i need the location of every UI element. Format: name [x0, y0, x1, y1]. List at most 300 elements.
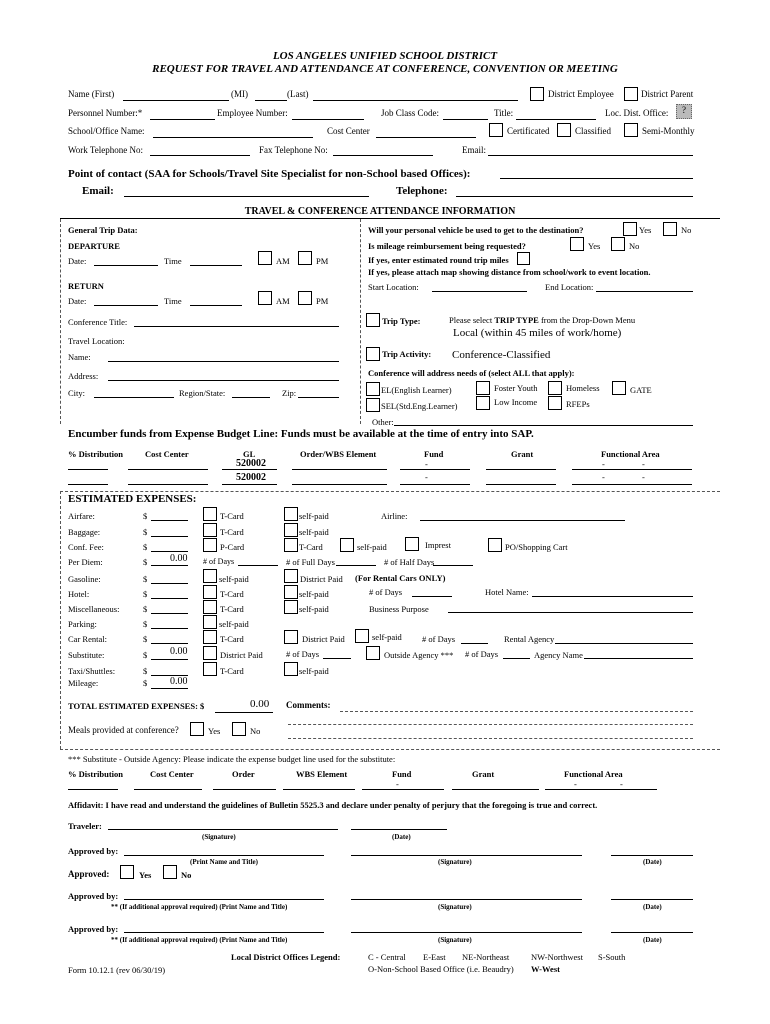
car-rental-district-paid-label: District Paid — [302, 634, 345, 644]
mileage-yes-label: Yes — [588, 241, 601, 251]
baggage-amount-field[interactable] — [151, 536, 188, 537]
conf-fee-tcard-label: T-Card — [299, 542, 323, 552]
foster-youth-checkbox[interactable] — [476, 381, 490, 395]
total-field — [215, 712, 273, 713]
classified-label: Classified — [575, 126, 611, 136]
approver-date-caption-1: (Date) — [643, 858, 662, 866]
rental-agency-field[interactable] — [555, 643, 693, 644]
cost-center-field[interactable] — [376, 137, 476, 138]
legend-east: E-East — [423, 952, 446, 962]
baggage-dollar: $ — [143, 527, 148, 537]
enc-fund-dash-1: - — [425, 459, 428, 469]
misc-dollar: $ — [143, 604, 148, 614]
airfare-tcard-checkbox[interactable] — [203, 507, 217, 521]
taxi-tcard-checkbox[interactable] — [203, 662, 217, 676]
expenses-left-border — [60, 491, 61, 749]
trip-activity-label: Trip Activity: — [382, 349, 432, 359]
approver-signature-field-1[interactable] — [351, 855, 582, 856]
homeless-label: Homeless — [566, 383, 600, 393]
enc-cost-center-field-1[interactable] — [128, 469, 208, 470]
meals-yes-checkbox[interactable] — [190, 722, 204, 736]
conference-title-label: Conference Title: — [68, 317, 128, 327]
parking-selfpaid-checkbox[interactable] — [203, 615, 217, 629]
outside-agency-checkbox[interactable] — [366, 646, 380, 660]
departure-pm-label: PM — [316, 256, 329, 266]
round-trip-miles-field[interactable] — [517, 252, 530, 265]
per-diem-value: 0.00 — [170, 553, 188, 564]
district-title: LOS ANGELES UNIFIED SCHOOL DISTRICT — [272, 50, 498, 62]
sub-grant-header: Grant — [472, 769, 495, 779]
return-pm-checkbox[interactable] — [298, 291, 312, 305]
car-rental-tcard-checkbox[interactable] — [203, 630, 217, 644]
cost-center-label: Cost Center — [327, 126, 370, 136]
certificated-label: Certificated — [507, 126, 550, 136]
certificated-checkbox[interactable] — [489, 123, 503, 137]
conf-fee-po-label: PO/Shopping Cart — [505, 542, 568, 552]
approver-date-caption-2: (Date) — [643, 903, 662, 911]
half-days-field[interactable] — [433, 565, 473, 566]
sub-fund-field[interactable] — [362, 789, 444, 790]
mileage-no-label: No — [629, 241, 640, 251]
zip-label: Zip: — [282, 388, 297, 398]
enc-pct-field-2[interactable] — [68, 484, 108, 485]
conf-fee-pcard-checkbox[interactable] — [203, 538, 217, 552]
legend-south: S-South — [598, 952, 626, 962]
legend-west: W-West — [531, 964, 560, 974]
parking-amount-field[interactable] — [151, 628, 188, 629]
school-office-label: School/Office Name: — [68, 126, 145, 136]
baggage-selfpaid-label: self-paid — [299, 527, 329, 537]
enc-fund-field-2[interactable] — [400, 484, 470, 485]
airfare-tcard-label: T-Card — [220, 511, 244, 521]
car-rental-dollar: $ — [143, 634, 148, 644]
taxi-selfpaid-label: self-paid — [299, 666, 329, 676]
zip-field[interactable] — [298, 397, 339, 398]
hotel-days-field[interactable] — [412, 596, 452, 597]
comments-field-line-1[interactable] — [340, 711, 693, 712]
personnel-number-field[interactable] — [150, 119, 215, 120]
semi-monthly-checkbox[interactable] — [624, 123, 638, 137]
title-field[interactable] — [516, 119, 596, 120]
misc-selfpaid-checkbox[interactable] — [284, 600, 298, 614]
gasoline-selfpaid-checkbox[interactable] — [203, 569, 217, 583]
car-rental-district-paid-checkbox[interactable] — [284, 630, 298, 644]
substitute-district-paid-checkbox[interactable] — [203, 646, 217, 660]
attach-map-note: If yes, please attach map showing distance from school/work to event location. — [368, 267, 651, 277]
substitute-days-label: # of Days — [286, 649, 320, 659]
region-state-label: Region/State: — [179, 388, 226, 398]
enc-fund-field-1[interactable] — [400, 469, 470, 470]
mileage-value: 0.00 — [170, 676, 188, 687]
el-label: EL(English Learner) — [381, 385, 452, 395]
approver-name-field-1[interactable] — [124, 855, 324, 856]
city-label: City: — [68, 388, 86, 398]
enc-func-dash-1a: - — [602, 459, 605, 469]
airfare-amount-field[interactable] — [151, 520, 188, 521]
gasoline-district-paid-label: District Paid — [300, 574, 343, 584]
rfeps-label: RFEPs — [566, 399, 590, 409]
substitute-value: 0.00 — [170, 646, 188, 657]
airfare-label: Airfare: — [68, 511, 95, 521]
affidavit-text: Affidavit: I have read and understand the guidelines of Bulletin 5525.3 and declare under penalty of perjury that the foregoing is true and correct. — [68, 800, 598, 810]
address-field[interactable] — [108, 380, 339, 381]
car-rental-selfpaid-checkbox[interactable] — [355, 629, 369, 643]
district-parent-label: District Parent — [641, 89, 694, 99]
poc-email-label: Email: — [82, 185, 114, 197]
mileage-yes-checkbox[interactable] — [570, 237, 584, 251]
enc-gl-field-2 — [222, 484, 277, 485]
approver-date-field-3[interactable] — [611, 932, 693, 933]
comments-field-line-3[interactable] — [288, 738, 693, 739]
hotel-label: Hotel: — [68, 589, 90, 599]
conf-fee-pcard-label: P-Card — [220, 542, 245, 552]
traveler-signature-caption: (Signature) — [202, 833, 236, 841]
baggage-tcard-checkbox[interactable] — [203, 523, 217, 537]
expenses-bottom-border — [60, 749, 720, 750]
job-class-code-field[interactable] — [443, 119, 488, 120]
airfare-selfpaid-checkbox[interactable] — [284, 507, 298, 521]
employee-number-field[interactable] — [292, 119, 364, 120]
sub-functional-field[interactable] — [545, 789, 657, 790]
fax-telephone-field[interactable] — [333, 155, 433, 156]
legend-central: C - Central — [368, 952, 406, 962]
gasoline-amount-field[interactable] — [151, 583, 188, 584]
employee-number-label: Employee Number: — [217, 108, 288, 118]
hotel-name-label: Hotel Name: — [485, 587, 529, 597]
car-rental-selfpaid-label: self-paid — [372, 632, 402, 642]
airline-label: Airline: — [381, 511, 408, 521]
outside-agency-label: Outside Agency *** — [384, 650, 454, 660]
job-class-code-label: Job Class Code: — [381, 108, 440, 118]
work-telephone-field[interactable] — [150, 155, 250, 156]
airfare-selfpaid-label: self-paid — [299, 511, 329, 521]
mi-field[interactable] — [255, 100, 287, 101]
district-employee-label: District Employee — [548, 89, 614, 99]
enc-order-field-2[interactable] — [292, 484, 387, 485]
sub-fund-header: Fund — [392, 769, 412, 779]
hotel-days-label: # of Days — [369, 587, 403, 597]
conf-fee-amount-field[interactable] — [151, 551, 188, 552]
sub-func-dash-a: - — [574, 779, 577, 789]
enc-functional-header: Functional Area — [601, 449, 660, 459]
return-time-label: Time — [164, 296, 182, 306]
personnel-number-label: Personnel Number:* — [68, 108, 143, 118]
business-purpose-field[interactable] — [448, 612, 693, 613]
per-diem-days-field[interactable] — [238, 565, 278, 566]
agency-name-label: Agency Name — [534, 650, 583, 660]
comments-label: Comments: — [286, 700, 331, 710]
enc-grant-field-2[interactable] — [486, 484, 556, 485]
parking-selfpaid-label: self-paid — [219, 619, 249, 629]
approver-date-field-1[interactable] — [611, 855, 693, 856]
approver-date-field-2[interactable] — [611, 899, 693, 900]
misc-selfpaid-label: self-paid — [299, 604, 329, 614]
conf-fee-tcard-checkbox[interactable] — [284, 538, 298, 552]
hotel-selfpaid-checkbox[interactable] — [284, 585, 298, 599]
misc-amount-field[interactable] — [151, 613, 188, 614]
trip-type-hint-bold: TRIP TYPE — [494, 315, 539, 325]
general-trip-data-label: General Trip Data: — [68, 225, 138, 235]
mileage-no-checkbox[interactable] — [611, 237, 625, 251]
traveler-signature-field[interactable] — [108, 829, 338, 830]
return-time-field[interactable] — [190, 305, 242, 306]
name-first-field[interactable] — [123, 100, 229, 101]
hotel-tcard-checkbox[interactable] — [203, 585, 217, 599]
form-title: REQUEST FOR TRAVEL AND ATTENDANCE AT CONFERENCE, CONVENTION OR MEETING — [152, 63, 618, 75]
per-diem-amount-field[interactable] — [151, 565, 188, 566]
approved-yes-label: Yes — [139, 870, 152, 880]
approved-yes-checkbox[interactable] — [120, 865, 134, 879]
start-location-label: Start Location: — [368, 282, 419, 292]
enc-cost-center-header: Cost Center — [145, 449, 189, 459]
car-rental-amount-field[interactable] — [151, 643, 188, 644]
departure-time-label: Time — [164, 256, 182, 266]
round-trip-label: If yes, enter estimated round trip miles — [368, 255, 509, 265]
car-rental-days-field[interactable] — [461, 643, 488, 644]
enc-grant-field-1[interactable] — [486, 469, 556, 470]
end-location-label: End Location: — [545, 282, 594, 292]
name-first-label: Name (First) — [68, 89, 115, 99]
legend-non-school: O-Non-School Based Office (i.e. Beaudry) — [368, 964, 514, 974]
vehicle-no-checkbox[interactable] — [663, 222, 677, 236]
sub-order-field[interactable] — [213, 789, 276, 790]
return-date-field[interactable] — [94, 305, 158, 306]
legend-northwest: NW-Northwest — [531, 952, 583, 962]
trip-activity-marker — [366, 347, 380, 361]
legend-northeast: NE-Northeast — [462, 952, 510, 962]
sub-cost-center-header: Cost Center — [150, 769, 194, 779]
car-rental-label: Car Rental: — [68, 634, 107, 644]
other-field[interactable] — [394, 425, 693, 426]
misc-tcard-label: T-Card — [220, 604, 244, 614]
sel-label: SEL(Std.Eng.Learner) — [381, 401, 458, 411]
trip-type-marker — [366, 313, 380, 327]
substitute-days-field[interactable] — [323, 658, 351, 659]
district-parent-checkbox[interactable] — [624, 87, 638, 101]
outside-agency-days-label: # of Days — [465, 649, 499, 659]
point-of-contact-field[interactable] — [500, 178, 693, 179]
enc-cost-center-field-2[interactable] — [128, 484, 208, 485]
hotel-name-field[interactable] — [532, 596, 693, 597]
departure-date-field[interactable] — [94, 265, 158, 266]
homeless-checkbox[interactable] — [548, 381, 562, 395]
mileage-label: Mileage: — [68, 678, 99, 688]
meals-yes-label: Yes — [208, 726, 221, 736]
conf-fee-imprest-label: Imprest — [425, 540, 451, 550]
substitute-label: Substitute: — [68, 650, 105, 660]
work-telephone-label: Work Telephone No: — [68, 145, 143, 155]
section-divider — [60, 218, 720, 219]
sub-cost-center-field[interactable] — [134, 789, 202, 790]
trip-type-select[interactable]: Local (within 45 miles of work/home) — [453, 327, 622, 339]
taxi-tcard-label: T-Card — [220, 666, 244, 676]
baggage-label: Baggage: — [68, 527, 101, 537]
half-days-label: # of Half Days — [384, 557, 435, 567]
enc-order-header: Order/WBS Element — [300, 449, 377, 459]
point-of-contact-label: Point of contact (SAA for Schools/Travel Site Specialist for non-School based Offices): — [68, 168, 471, 180]
substitute-amount-field[interactable] — [151, 659, 188, 660]
return-label: RETURN — [68, 281, 104, 291]
departure-am-checkbox[interactable] — [258, 251, 272, 265]
start-location-field[interactable] — [432, 291, 527, 292]
loc-dist-office-select[interactable]: ? — [676, 104, 692, 119]
gasoline-district-paid-checkbox[interactable] — [284, 569, 298, 583]
location-name-label: Name: — [68, 352, 91, 362]
expenses-top-border — [60, 491, 720, 492]
vehicle-yes-checkbox[interactable] — [623, 222, 637, 236]
poc-telephone-label: Telephone: — [396, 185, 448, 197]
email-field[interactable] — [488, 155, 693, 156]
taxi-selfpaid-checkbox[interactable] — [284, 662, 298, 676]
airline-field[interactable] — [420, 520, 625, 521]
loc-dist-office-label: Loc. Dist. Office: — [605, 108, 669, 118]
enc-pct-field-1[interactable] — [68, 469, 108, 470]
traveler-date-field[interactable] — [351, 829, 447, 830]
traveler-date-caption: (Date) — [392, 833, 411, 841]
total-value: 0.00 — [250, 698, 270, 710]
region-state-field[interactable] — [232, 397, 270, 398]
gasoline-dollar: $ — [143, 574, 148, 584]
sub-wbs-field[interactable] — [283, 789, 355, 790]
hotel-amount-field[interactable] — [151, 598, 188, 599]
approver-signature-field-3[interactable] — [351, 932, 582, 933]
enc-func-dash-2a: - — [602, 472, 605, 482]
meals-no-checkbox[interactable] — [232, 722, 246, 736]
approver-date-caption-3: (Date) — [643, 936, 662, 944]
car-rental-days-label: # of Days — [422, 634, 456, 644]
conf-fee-label: Conf. Fee: — [68, 542, 104, 552]
comments-field-line-2[interactable] — [288, 724, 693, 725]
approver-print-caption-1: (Print Name and Title) — [190, 858, 258, 866]
gasoline-selfpaid-label: self-paid — [219, 574, 249, 584]
outside-agency-days-field[interactable] — [503, 658, 530, 659]
vehicle-yes-label: Yes — [639, 225, 652, 235]
return-am-checkbox[interactable] — [258, 291, 272, 305]
expenses-title: ESTIMATED EXPENSES: — [68, 493, 197, 505]
enc-fund-dash-2: - — [425, 472, 428, 482]
conf-fee-selfpaid-checkbox[interactable] — [340, 538, 354, 552]
semi-monthly-label: Semi-Monthly — [642, 126, 695, 136]
low-income-label: Low Income — [494, 397, 538, 407]
title-label: Title: — [494, 108, 514, 118]
approver-name-field-3[interactable] — [124, 932, 324, 933]
sub-pct-field[interactable] — [68, 789, 118, 790]
departure-pm-checkbox[interactable] — [298, 251, 312, 265]
enc-gl-value-1: 520002 — [236, 458, 266, 469]
rental-agency-label: Rental Agency — [504, 634, 555, 644]
mileage-dollar: $ — [143, 678, 148, 688]
rental-cars-only-note: (For Rental Cars ONLY) — [355, 573, 446, 583]
enc-grant-header: Grant — [511, 449, 534, 459]
parking-dollar: $ — [143, 619, 148, 629]
poc-telephone-field[interactable] — [456, 196, 693, 197]
full-days-field[interactable] — [336, 565, 376, 566]
city-field[interactable] — [94, 397, 174, 398]
location-name-field[interactable] — [108, 361, 339, 362]
enc-functional-field-2[interactable] — [572, 484, 692, 485]
low-income-checkbox[interactable] — [476, 396, 490, 410]
gate-checkbox[interactable] — [612, 381, 626, 395]
sub-grant-field[interactable] — [452, 789, 539, 790]
el-checkbox[interactable] — [366, 382, 380, 396]
enc-gl-field-1 — [222, 469, 277, 470]
address-label: Address: — [68, 371, 99, 381]
return-date-label: Date: — [68, 296, 87, 306]
enc-func-dash-1b: - — [642, 459, 645, 469]
misc-tcard-checkbox[interactable] — [203, 600, 217, 614]
departure-date-label: Date: — [68, 256, 87, 266]
rfeps-checkbox[interactable] — [548, 396, 562, 410]
mileage-amount-field — [151, 688, 188, 689]
gate-label: GATE — [630, 385, 652, 395]
school-office-field[interactable] — [153, 137, 313, 138]
departure-time-field[interactable] — [190, 265, 242, 266]
sub-pct-header: % Distribution — [68, 769, 124, 779]
approved-no-label: No — [181, 870, 192, 880]
approved-by-label-1: Approved by: — [68, 846, 119, 856]
enc-func-dash-2b: - — [642, 472, 645, 482]
classified-checkbox[interactable] — [557, 123, 571, 137]
return-pm-label: PM — [316, 296, 329, 306]
meals-question: Meals provided at conference? — [68, 725, 179, 735]
last-name-field[interactable] — [313, 100, 518, 101]
misc-label: Miscellaneous: — [68, 604, 120, 614]
parking-label: Parking: — [68, 619, 97, 629]
approver-signature-field-2[interactable] — [351, 899, 582, 900]
district-employee-checkbox[interactable] — [530, 87, 544, 101]
conf-fee-po-checkbox[interactable] — [488, 538, 502, 552]
full-days-label: # of Full Days — [286, 557, 335, 567]
fax-telephone-label: Fax Telephone No: — [259, 145, 328, 155]
approved-by-label-2: Approved by: — [68, 891, 119, 901]
agency-name-field[interactable] — [584, 658, 693, 659]
approver-name-field-2[interactable] — [124, 899, 324, 900]
approver-signature-caption-3: (Signature) — [438, 936, 472, 944]
total-label: TOTAL ESTIMATED EXPENSES: $ — [68, 701, 205, 711]
per-diem-label: Per Diem: — [68, 557, 103, 567]
trip-activity-select[interactable]: Conference-Classified — [452, 349, 551, 361]
trip-type-hint — [449, 315, 635, 325]
vehicle-no-label: No — [681, 225, 692, 235]
approved-no-checkbox[interactable] — [163, 865, 177, 879]
approved-by-label-3: Approved by: — [68, 924, 119, 934]
enc-gl-header: GL — [243, 449, 256, 459]
hotel-tcard-label: T-Card — [220, 589, 244, 599]
conf-fee-imprest-checkbox[interactable] — [405, 537, 419, 551]
trip-type-label: Trip Type: — [382, 316, 421, 326]
end-location-field[interactable] — [596, 291, 693, 292]
substitute-dollar: $ — [143, 650, 148, 660]
departure-am-label: AM — [276, 256, 290, 266]
enc-functional-field-1[interactable] — [572, 469, 692, 470]
poc-email-field[interactable] — [124, 196, 369, 197]
other-label: Other: — [372, 417, 394, 427]
trip-type-hint-pre: Please select — [449, 315, 495, 325]
conference-title-field[interactable] — [134, 326, 339, 327]
sub-func-dash-b: - — [620, 779, 623, 789]
taxi-dollar: $ — [143, 666, 148, 676]
travel-location-label: Travel Location: — [68, 336, 125, 346]
per-diem-dollar: $ — [143, 557, 148, 567]
conf-fee-selfpaid-label: self-paid — [357, 542, 387, 552]
sub-fund-dash: - — [396, 779, 399, 789]
sub-functional-header: Functional Area — [564, 769, 623, 779]
return-am-label: AM — [276, 296, 290, 306]
sel-checkbox[interactable] — [366, 398, 380, 412]
enc-order-field-1[interactable] — [292, 469, 387, 470]
baggage-selfpaid-checkbox[interactable] — [284, 523, 298, 537]
form-number: Form 10.12.1 (rev 06/30/19) — [68, 965, 166, 975]
